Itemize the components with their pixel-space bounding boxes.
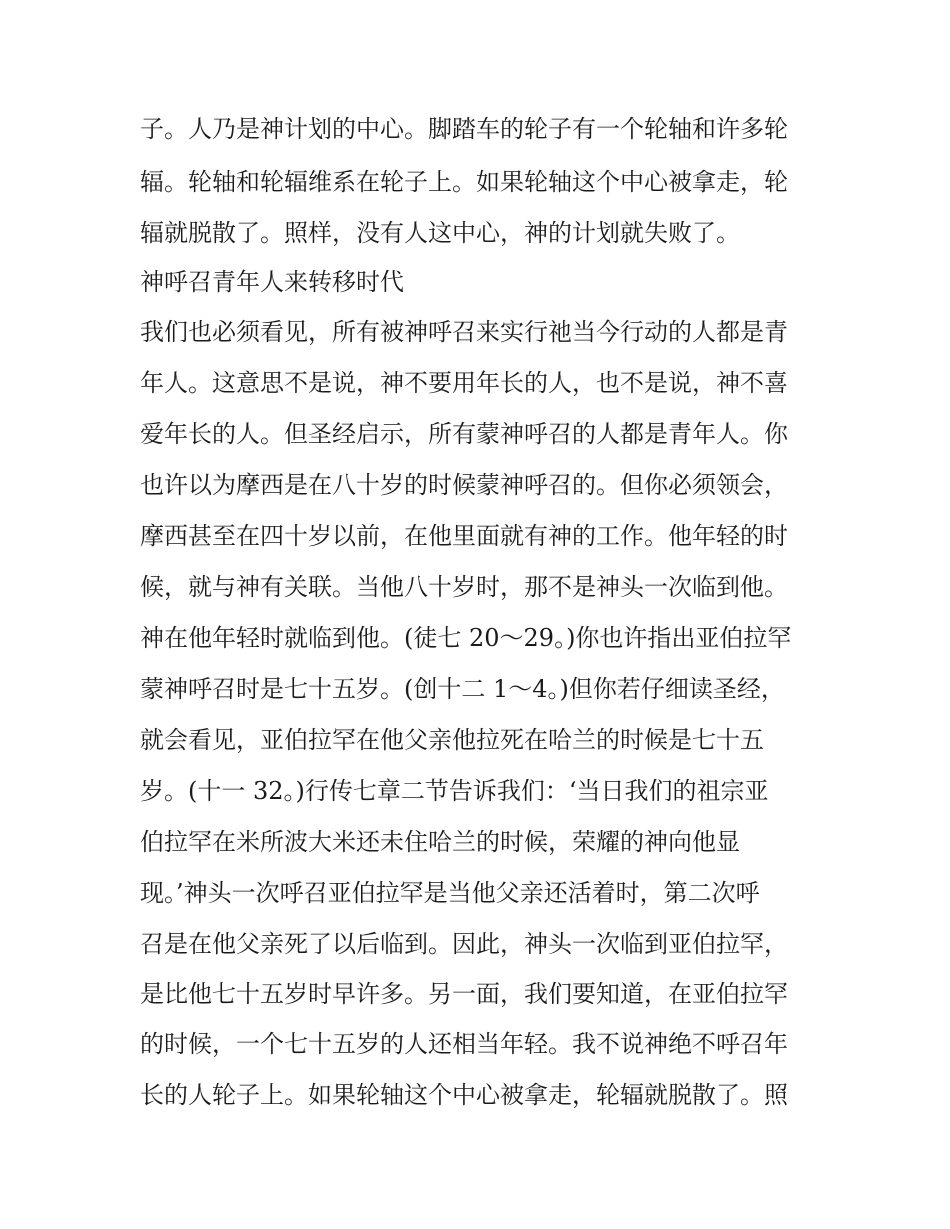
text-line: 辐。轮轴和轮辐维系在轮子上。如果轮轴这个中心被拿走，轮	[140, 168, 788, 196]
text-line: 现。’神头一次呼召亚伯拉罕是当他父亲还活着时，第二次呼	[140, 879, 760, 907]
text-line: 爱年长的人。但圣经启示，所有蒙神呼召的人都是青年人。你	[140, 420, 788, 448]
text-line: 是比他七十五岁时早许多。另一面，我们要知道，在亚伯拉罕	[140, 980, 788, 1008]
text-line: 辐就脱散了。照样，没有人这中心，神的计划就失败了。	[140, 219, 740, 247]
text-line: 年人。这意思不是说，神不要用年长的人，也不是说，神不喜	[140, 369, 788, 397]
text-line: 长的人轮子上。如果轮轴这个中心被拿走，轮辐就脱散了。照	[140, 1081, 788, 1109]
text-line: 伯拉罕在米所波大米还未住哈兰的时候，荣耀的神向他显	[140, 828, 740, 856]
text-line: 就会看见，亚伯拉罕在他父亲他拉死在哈兰的时候是七十五	[140, 726, 764, 754]
text-line: 候，就与神有关联。当他八十岁时，那不是神头一次临到他。	[140, 573, 788, 601]
text-line: 岁。(十一 32。)行传七章二节告诉我们：‘当日我们的祖宗亚	[140, 777, 769, 805]
text-line: 我们也必须看见，所有被神呼召来实行祂当今行动的人都是青	[140, 318, 788, 346]
text-line: 神在他年轻时就临到他。(徒七 20～29。)你也许指出亚伯拉罕	[140, 624, 792, 652]
text-line: 的时候，一个七十五岁的人还相当年轻。我不说神绝不呼召年	[140, 1030, 788, 1058]
text-line: 蒙神呼召时是七十五岁。(创十二 1～4。)但你若仔细读圣经，	[140, 675, 785, 703]
text-line: 子。人乃是神计划的中心。脚踏车的轮子有一个轮轴和许多轮	[140, 115, 788, 143]
text-line: 摩西甚至在四十岁以前，在他里面就有神的工作。他年轻的时	[140, 522, 788, 550]
section-heading: 神呼召青年人来转移时代	[140, 268, 404, 296]
text-line: 也许以为摩西是在八十岁的时候蒙神呼召的。但你必须领会，	[140, 471, 788, 499]
text-line: 召是在他父亲死了以后临到。因此，神头一次临到亚伯拉罕，	[140, 930, 788, 958]
